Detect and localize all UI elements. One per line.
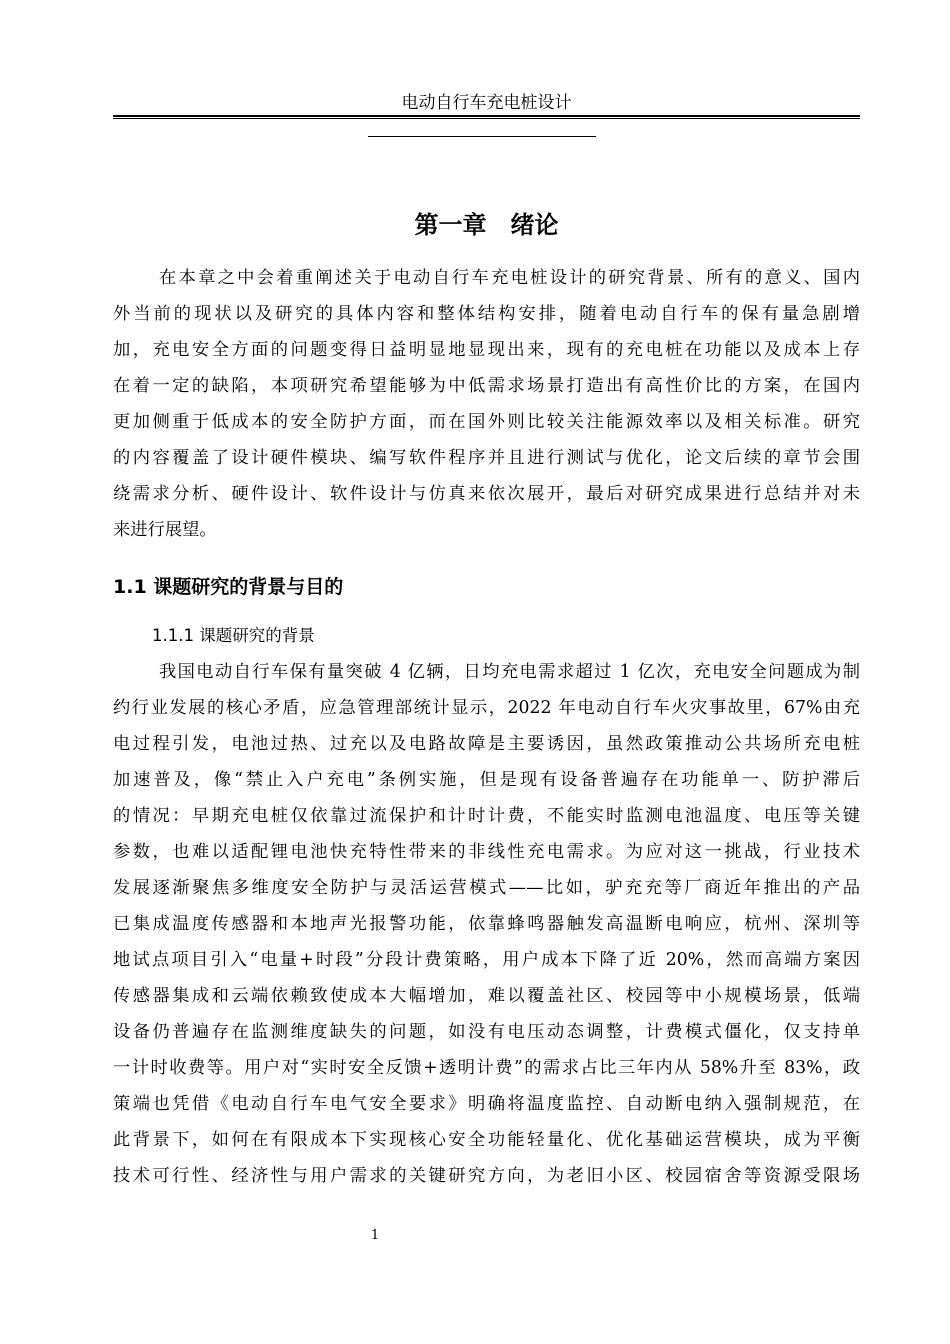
page-number: 1 [370, 1228, 380, 1243]
body-line: 策端也凭借《电动自行车电气安全要求》明确将温度监控、自动断电纳入强制规范，在 [113, 1094, 860, 1114]
intro-line: 绕需求分析、硬件设计、软件设计与仿真来依次展开，最后对研究成果进行总结并对未 [113, 484, 860, 504]
intro-line: 来进行展望。 [113, 520, 217, 540]
body-line: 已集成温度传感器和本地声光报警功能，依靠蜂鸣器触发高温断电响应，杭州、深圳等 [113, 914, 860, 934]
body-line: 参数，也难以适配锂电池快充特性带来的非线性充电需求。为应对这一挑战，行业技术 [113, 842, 860, 862]
intro-line: 的内容覆盖了设计硬件模块、编写软件程序并且进行测试与优化，论文后续的章节会围 [113, 448, 860, 468]
body-line: 发展逐渐聚焦多维度安全防护与灵活运营模式——比如，驴充充等厂商近年推出的产品 [113, 878, 860, 898]
running-header: 电动自行车充电桩设计 [401, 93, 572, 113]
intro-line: 更加侧重于低成本的安全防护方面，而在国外则比较关注能源效率以及相关标准。研究 [113, 412, 860, 432]
body-line: 设备仍普遍存在监测维度缺失的问题，如没有电压动态调整，计费模式僵化，仅支持单 [113, 1022, 860, 1042]
intro-line: 在着一定的缺陷，本项研究希望能够为中低需求场景打造出有高性价比的方案，在国内 [113, 376, 860, 396]
header-short-rule [368, 136, 596, 137]
body-line: 技术可行性、经济性与用户需求的关键研究方向，为老旧小区、校园宿舍等资源受限场 [113, 1166, 860, 1186]
body-line: 的情况：早期充电桩仅依靠过流保护和计时计费，不能实时监测电池温度、电压等关键 [113, 806, 860, 826]
intro-line: 在本章之中会着重阐述关于电动自行车充电桩设计的研究背景、所有的意义、国内 [159, 268, 860, 288]
intro-line: 外当前的现状以及研究的具体内容和整体结构安排，随着电动自行车的保有量急剧增 [113, 304, 860, 324]
body-line: 地试点项目引入“电量+时段”分段计费策略，用户成本下降了近 20%，然而高端方案因 [113, 950, 860, 970]
intro-line: 加，充电安全方面的问题变得日益明显地显现出来，现有的充电桩在功能以及成本上存 [113, 340, 860, 360]
body-line: 约行业发展的核心矛盾，应急管理部统计显示，2022 年电动自行车火灾事故里，67%由充 [113, 698, 860, 718]
body-line: 加速普及，像“禁止入户充电”条例实施，但是现有设备普遍存在功能单一、防护滞后 [113, 770, 860, 790]
body-line: 我国电动自行车保有量突破 4 亿辆，日均充电需求超过 1 亿次，充电安全问题成为制 [159, 662, 860, 682]
header-rule-thick [113, 115, 860, 117]
body-line: 一计时收费等。用户对“实时安全反馈+透明计费”的需求占比三年内从 58%升至 83%，政 [113, 1058, 860, 1078]
section-heading: 1.1 课题研究的背景与目的 [113, 576, 344, 598]
body-line: 此背景下，如何在有限成本下实现核心安全功能轻量化、优化基础运营模块，成为平衡 [113, 1130, 860, 1150]
header-rule-thin [113, 118, 860, 119]
subsection-heading: 1.1.1 课题研究的背景 [152, 626, 315, 645]
body-line: 电过程引发，电池过热、过充以及电路故障是主要诱因，虽然政策推动公共场所充电桩 [113, 734, 860, 754]
chapter-title: 第一章 绪论 [414, 211, 559, 239]
body-line: 传感器集成和云端依赖致使成本大幅增加，难以覆盖社区、校园等中小规模场景，低端 [113, 986, 860, 1006]
